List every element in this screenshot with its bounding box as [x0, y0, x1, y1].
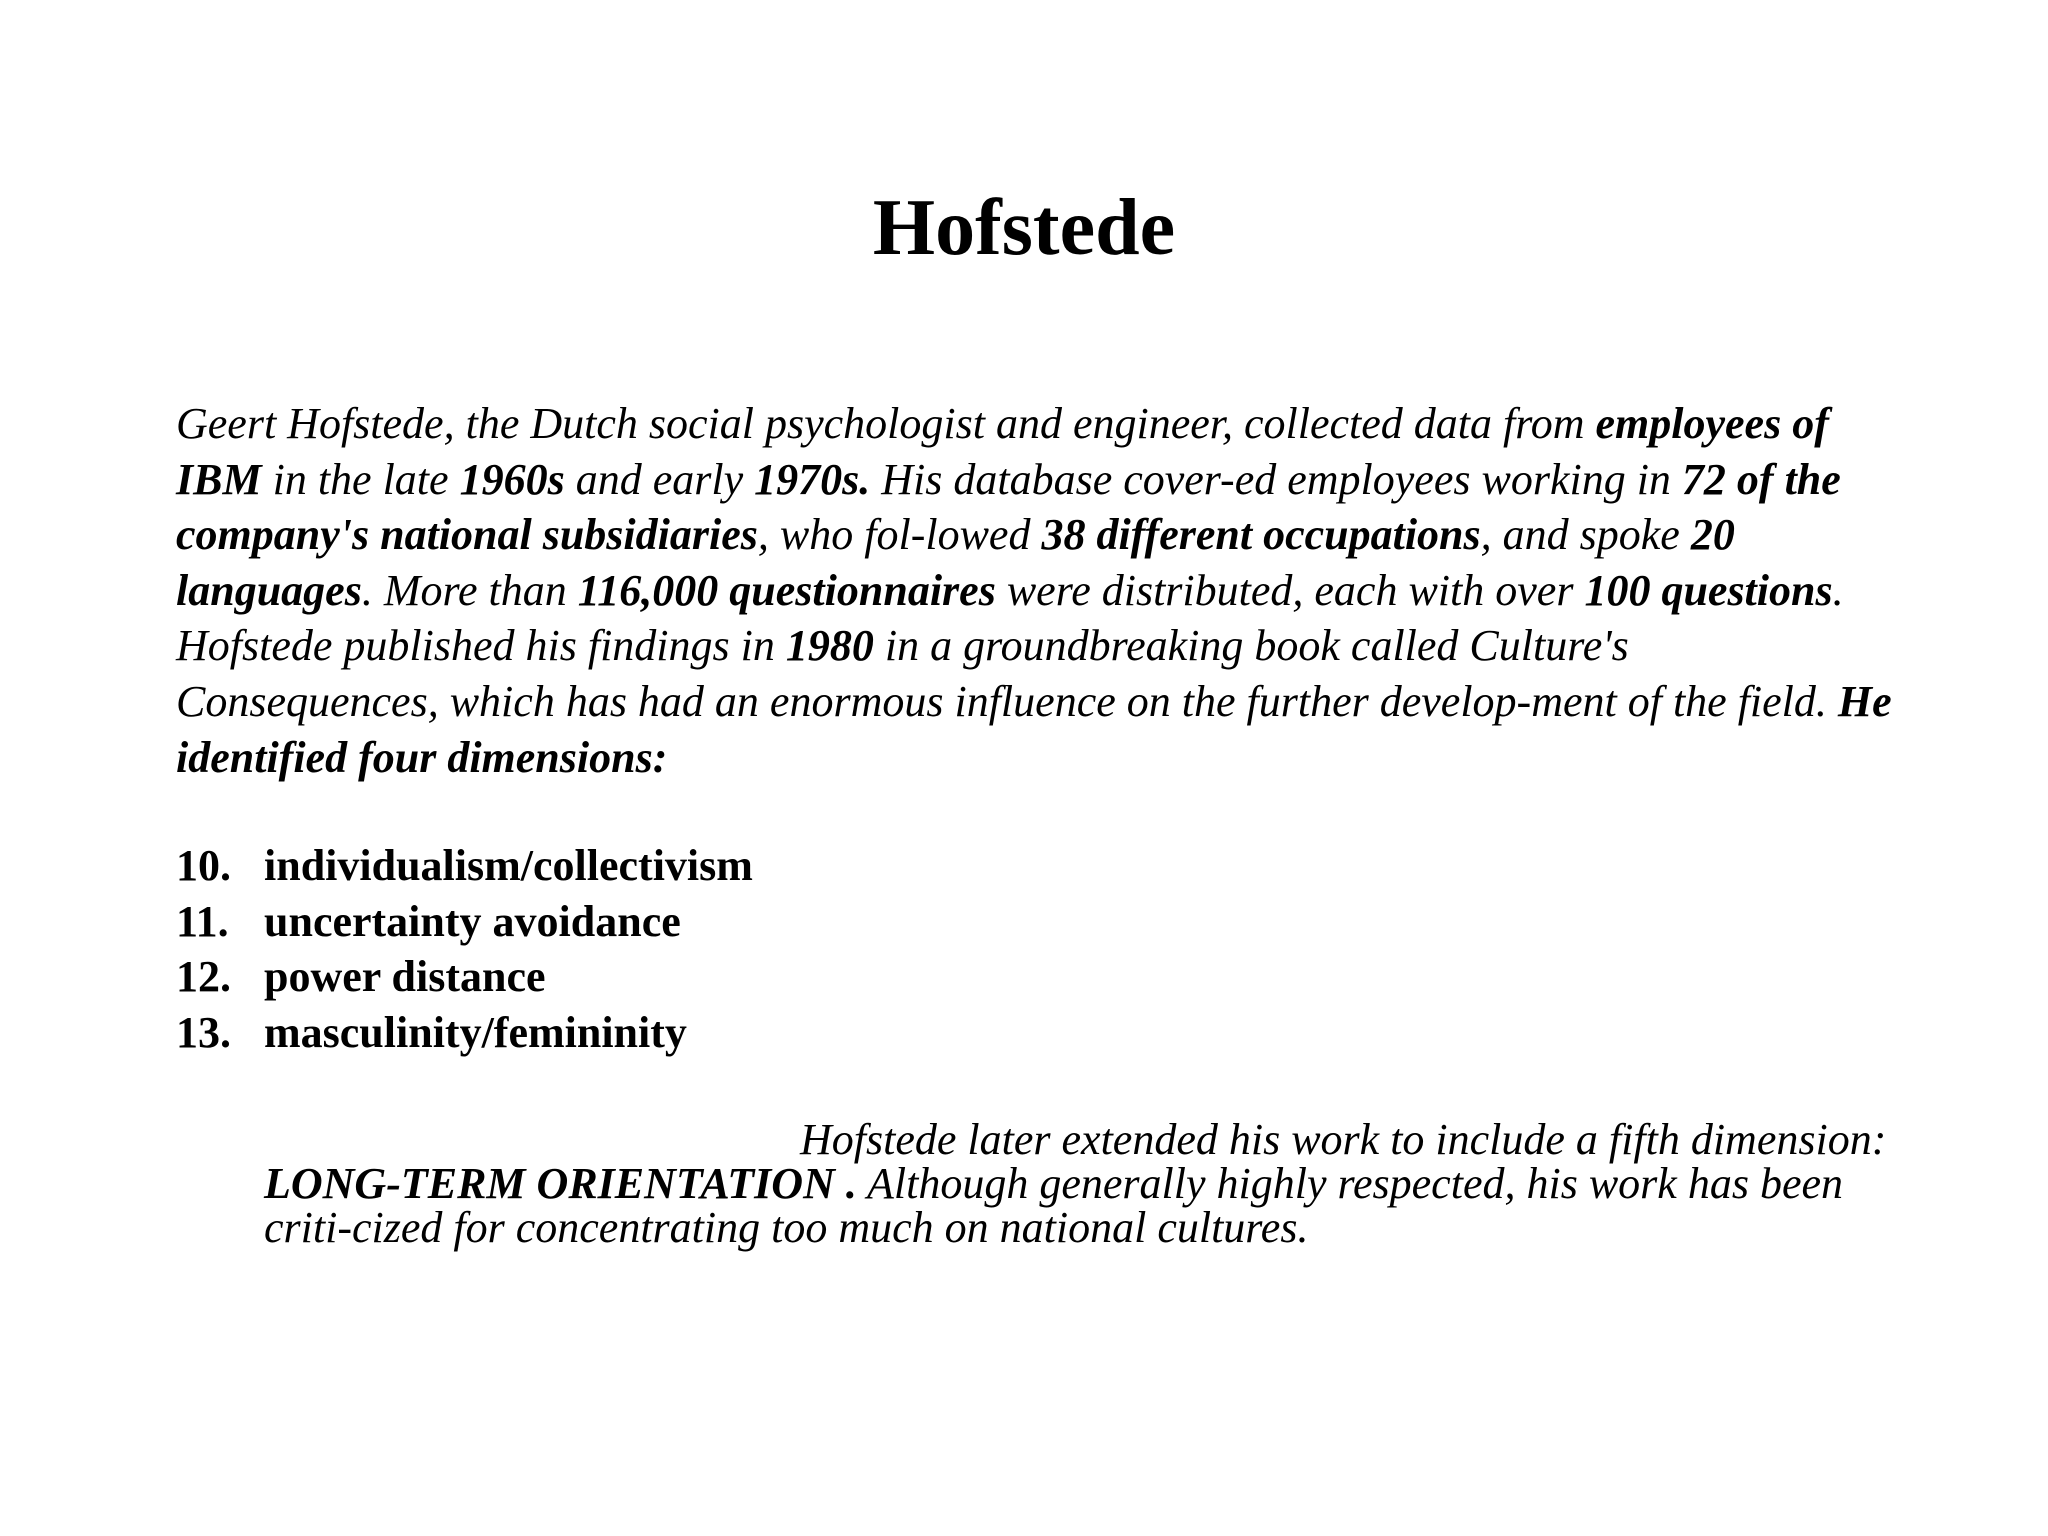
closing-emphasis: LONG-TERM ORIENTATION . [264, 1159, 857, 1208]
list-item [176, 1005, 1576, 1061]
list-label: individualism/collectivism [264, 841, 753, 890]
intro-text: . More than [361, 565, 578, 615]
closing-paragraph [264, 1115, 1904, 1252]
intro-emphasis: 1960s [459, 454, 565, 504]
closing-text: Hofstede later extended his work to include a fifth dimension: [800, 1115, 1887, 1164]
dimensions-list [176, 838, 1576, 1060]
intro-text: . Hofstede published his findings in [176, 565, 1844, 671]
intro-emphasis: 1980 [785, 621, 874, 671]
intro-text: in a groundbreaking book called Culture's Consequences, which has had an enormous influence on the further develop-ment of the field. [176, 621, 1838, 726]
intro-text: and early [564, 454, 755, 504]
list-label: masculinity/femininity [264, 1007, 687, 1057]
intro-emphasis: 38 different occupations [1041, 510, 1481, 560]
list-number: 10. [176, 841, 231, 890]
list-item [176, 949, 1576, 1005]
list-number: 12. [176, 952, 231, 1002]
intro-text: , and spoke [1480, 510, 1691, 560]
intro-emphasis: 1970s. [754, 454, 871, 504]
list-number: 13. [176, 1007, 231, 1057]
list-label: power distance [264, 952, 546, 1002]
intro-emphasis: 100 questions [1584, 565, 1833, 615]
intro-text: Geert Hofstede, the Dutch social psychologist and engineer, collected data from [176, 399, 1596, 448]
intro-emphasis: employees of IBM [176, 399, 1829, 504]
intro-paragraph [176, 396, 1896, 785]
list-item [176, 894, 1576, 950]
list-item [176, 838, 1576, 894]
intro-emphasis: 20 languages [176, 510, 1735, 615]
intro-emphasis: 72 of the company's national subsidiaries [176, 454, 1841, 560]
intro-text: were distributed, each with over [995, 565, 1585, 615]
intro-emphasis: He identified four dimensions: [176, 676, 1892, 782]
intro-emphasis: 116,000 questionnaires [577, 565, 996, 615]
page-title: Hofstede [872, 184, 1176, 272]
intro-text: in the late [261, 454, 460, 504]
intro-text: , who fol-lowed [757, 510, 1042, 560]
list-number: 11. [176, 896, 229, 946]
closing-text: Although generally highly respected, his work has been criti-cized for concentrating too much on national cultures. [264, 1159, 1843, 1252]
intro-text: His database cover-ed employees working in [870, 454, 1682, 504]
list-label: uncertainty avoidance [264, 896, 681, 946]
